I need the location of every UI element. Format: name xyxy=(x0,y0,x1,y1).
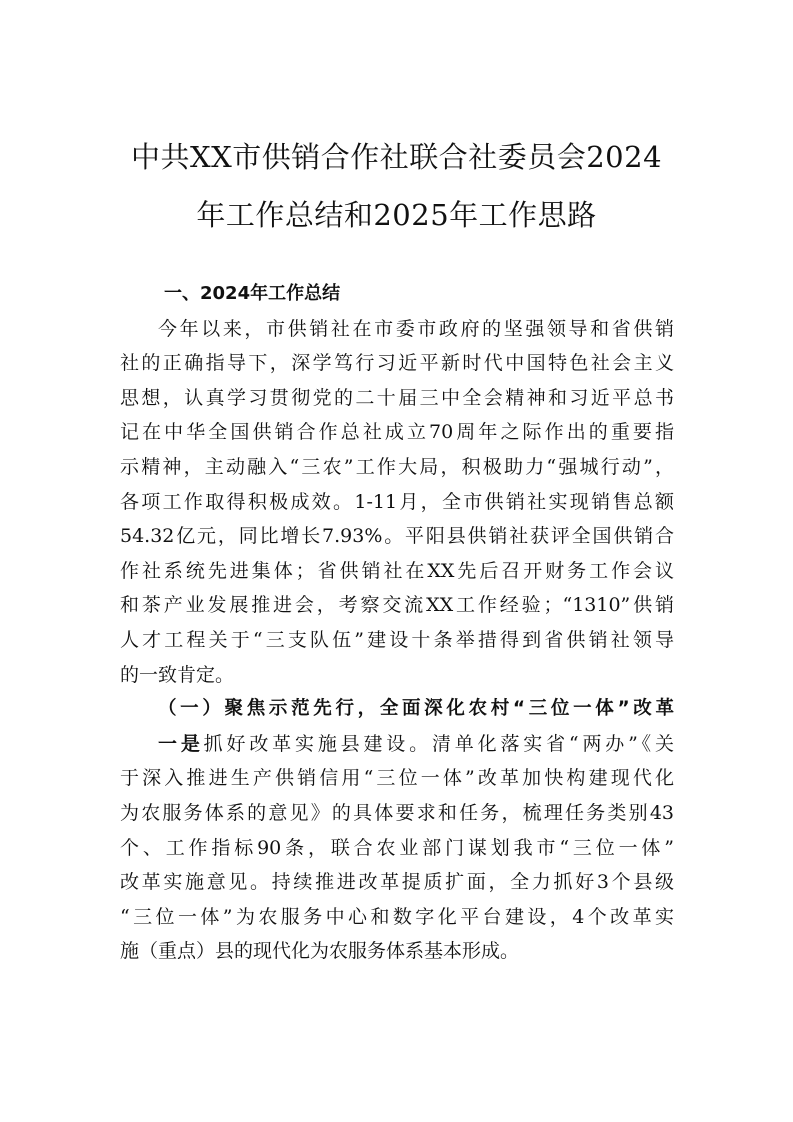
intro-line: 示精神，主动融入“三农”工作大局，积极助力“强城行动”， xyxy=(120,455,674,478)
reform-line: 为农服务体系的意见》的具体要求和任务，梳理任务类别43 xyxy=(120,801,674,824)
reform-line: 施（重点）县的现代化为农服务体系基本形成。 xyxy=(120,940,520,963)
subsection-heading: （一）聚焦示范先行，全面深化农村“三位一体”改革 xyxy=(158,698,674,720)
section-heading: 一、2024年工作总结 xyxy=(164,283,341,304)
reform-line: 于深入推进生产供销信用“三位一体”改革加快构建现代化 xyxy=(120,767,674,790)
intro-line: 人才工程关于“三支队伍”建设十条举措得到省供销社领导 xyxy=(120,628,674,651)
intro-line: 今年以来，市供销社在市委市政府的坚强领导和省供销 xyxy=(158,317,674,340)
reform-line: “三位一体”为农服务中心和数字化平台建设，4个改革实 xyxy=(120,905,674,928)
intro-line: 作社系统先进集体；省供销社在XX先后召开财务工作会议 xyxy=(120,559,674,582)
document-body xyxy=(120,277,674,969)
intro-line: 和茶产业发展推进会，考察交流XX工作经验；“1310”供销 xyxy=(120,594,674,617)
paragraph-lead: 一是 xyxy=(158,732,204,755)
intro-line: 思想，认真学习贯彻党的二十届三中全会精神和习近平总书 xyxy=(120,386,674,409)
intro-paragraph xyxy=(120,312,674,693)
reform-line: 个、工作指标90条，联合农业部门谋划我市“三位一体” xyxy=(120,836,674,859)
intro-line: 社的正确指导下，深学笃行习近平新时代中国特色社会主义 xyxy=(120,352,674,375)
reform-first-line-text: 抓好改革实施县建设。清单化落实省“两办”《关 xyxy=(203,732,674,755)
intro-line: 各项工作取得积极成效。1-11月，全市供销社实现销售总额 xyxy=(120,490,674,513)
document-title xyxy=(100,128,693,244)
reform-line: 改革实施意见。持续推进改革提质扩面，全力抓好3个县级 xyxy=(120,871,674,894)
intro-line: 54.32亿元，同比增长7.93%。平阳县供销社获评全国供销合 xyxy=(120,525,674,548)
intro-line: 记在中华全国供销合作总社成立70周年之际作出的重要指 xyxy=(120,421,674,444)
title-line-2: 年工作总结和2025年工作思路 xyxy=(196,198,597,232)
title-line-1: 中共XX市供销合作社联合社委员会2024 xyxy=(130,140,663,174)
intro-line: 的一致肯定。 xyxy=(120,663,235,686)
reform-paragraph xyxy=(120,727,674,969)
reform-first-line xyxy=(120,727,674,762)
